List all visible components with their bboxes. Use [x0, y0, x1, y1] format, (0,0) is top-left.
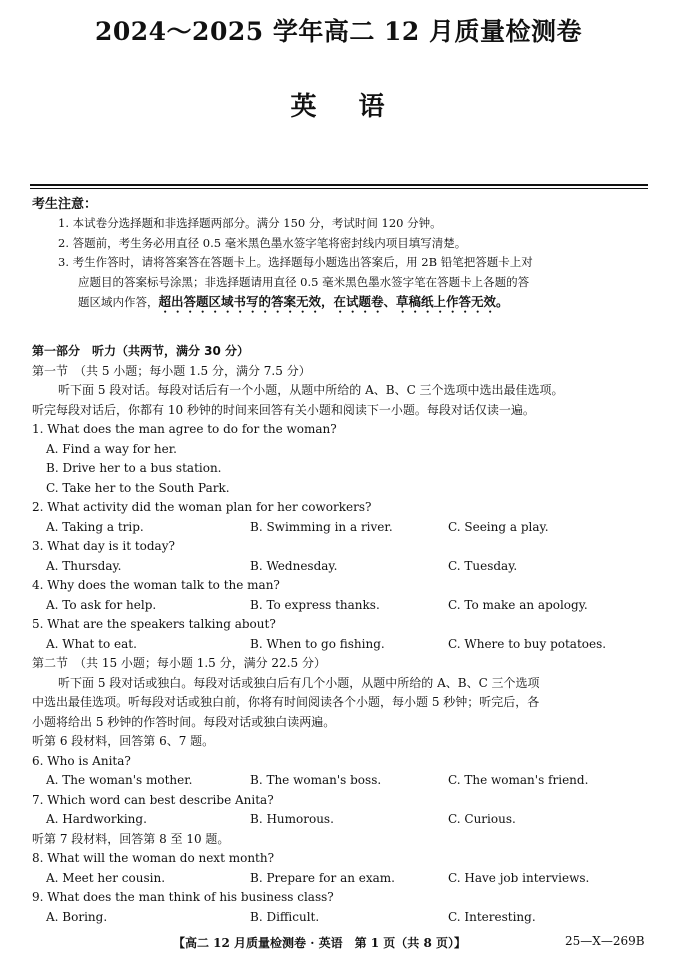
- question-option: B. Prepare for an exam.: [250, 870, 395, 885]
- notice-item: 3. 考生作答时，请将答案答在答题卡上。选择题每小题选出答案后，用 2B 铅笔把答题卡上对: [58, 255, 533, 269]
- section2-heading: 第二节 （共 15 小题；每小题 1.5 分，满分 22.5 分）: [32, 656, 326, 670]
- question-option: C. To make an apology.: [448, 597, 588, 612]
- question-option: C. The woman's friend.: [448, 773, 589, 787]
- part1-heading: 第一部分 听力（共两节，满分 30 分）: [32, 344, 250, 358]
- question-stem: 2. What activity did the woman plan for her coworkers?: [32, 500, 372, 514]
- notice-item: 应题目的答案标号涂黑；非选择题请用直径 0.5 毫米黑色墨水签字笔在答题卡上各题的答: [78, 274, 530, 289]
- question-option: A. Meet her cousin.: [46, 870, 166, 885]
- question-options: [32, 635, 652, 655]
- notice-item-text: 题区域内作答，: [78, 295, 159, 309]
- notice-list: [58, 214, 648, 316]
- section1-heading: 第一节 （共 5 小题；每小题 1.5 分，满分 7.5 分）: [32, 363, 311, 378]
- question-option: B. When to go fishing.: [250, 636, 385, 651]
- question-option: C. Tuesday.: [448, 558, 518, 573]
- question-option: B. Drive her to a bus station.: [46, 461, 222, 475]
- question-option: B. To express thanks.: [250, 597, 380, 612]
- footer-page-info: 【高二 12 月质量检测卷 · 英语 第 1 页（共 8 页）】: [173, 936, 466, 950]
- question-option: A. Hardworking.: [46, 812, 147, 826]
- question-stem: 7. Which word can best describe Anita?: [32, 792, 274, 807]
- question-option: B. Swimming in a river.: [250, 519, 393, 534]
- notice-item-last: [58, 292, 648, 316]
- header-rule-thick: [30, 184, 648, 186]
- header-rule-thin: [30, 188, 648, 189]
- question-option: A. What to eat.: [46, 636, 137, 651]
- footer-exam-code: 25—X—269B: [565, 934, 645, 948]
- section2-instruction: 小题将给出 5 秒钟的作答时间。每段对话或独白读两遍。: [32, 714, 336, 729]
- question-option: B. The woman's boss.: [250, 773, 382, 787]
- notice-item: 2. 答题前，考生务必用直径 0.5 毫米黑色墨水签字笔将密封线内项目填写清楚。: [58, 235, 467, 250]
- question-options: [32, 869, 652, 889]
- question-option: A. The woman's mother.: [46, 773, 193, 787]
- notice-heading: 考生注意：: [32, 197, 98, 212]
- question-stem: 9. What does the man think of his business class?: [32, 890, 334, 904]
- notice-item: 1. 本试卷分选择题和非选择题两部分。满分 150 分，考试时间 120 分钟。: [58, 216, 442, 230]
- question-option: C. Take her to the South Park.: [46, 480, 230, 495]
- section1-instruction: 听完每段对话后，你都有 10 秒钟的时间来回答有关小题和阅读下一小题。每段对话仅读一遍。: [32, 402, 535, 417]
- question-stem: 6. Who is Anita?: [32, 753, 131, 768]
- question-options: [32, 518, 652, 538]
- question-options: [32, 596, 652, 616]
- question-options: [32, 771, 652, 791]
- notice-emphasis: 超出答题区域书写的答案无效，在试题卷、草稿纸上作答无效。: [158, 294, 509, 309]
- question-stem: 4. Why does the woman talk to the man?: [32, 578, 280, 592]
- question-option: C. Seeing a play.: [448, 519, 549, 534]
- question-option: A. Boring.: [46, 909, 108, 924]
- question-option: C. Curious.: [448, 812, 516, 826]
- question-options: [32, 810, 652, 830]
- question-option: B. Wednesday.: [250, 558, 338, 573]
- question-options: [32, 557, 652, 577]
- section2-instruction: 中选出最佳选项。听每段对话或独白前，你将有时间阅读各个小题，每小题 5 秒钟；听完后，各: [32, 695, 540, 709]
- question-stem: 3. What day is it today?: [32, 539, 175, 553]
- exam-title: 2024～2025 学年高二 12 月质量检测卷: [94, 17, 583, 46]
- question-stem: 8. What will the woman do next month?: [32, 851, 275, 865]
- listening-part: [32, 342, 652, 927]
- section2-instruction: 听下面 5 段对话或独白。每段对话或独白后有几个小题，从题中所给的 A、B、C 三个选项: [58, 675, 540, 690]
- question-stem: 1. What does the man agree to do for the woman?: [32, 422, 337, 436]
- section1-instruction: 听下面 5 段对话。每段对话后有一个小题，从题中所给的 A、B、C 三个选项中选出最佳选项。: [58, 383, 564, 397]
- material-label: 听第 6 段材料，回答第 6、7 题。: [32, 734, 215, 748]
- question-option: A. Taking a trip.: [46, 519, 144, 534]
- question-option: B. Humorous.: [250, 812, 334, 826]
- question-options: [32, 908, 652, 928]
- question-option: C. Where to buy potatoes.: [448, 636, 607, 651]
- question-option: A. Find a way for her.: [46, 441, 177, 456]
- question-option: C. Interesting.: [448, 909, 536, 924]
- material-label: 听第 7 段材料，回答第 8 至 10 题。: [32, 831, 230, 846]
- subject-title: 英语: [290, 92, 427, 122]
- question-option: A. To ask for help.: [46, 597, 157, 612]
- question-option: A. Thursday.: [46, 558, 122, 573]
- question-option: B. Difficult.: [250, 909, 320, 924]
- question-option: C. Have job interviews.: [448, 870, 590, 885]
- question-stem: 5. What are the speakers talking about?: [32, 617, 276, 631]
